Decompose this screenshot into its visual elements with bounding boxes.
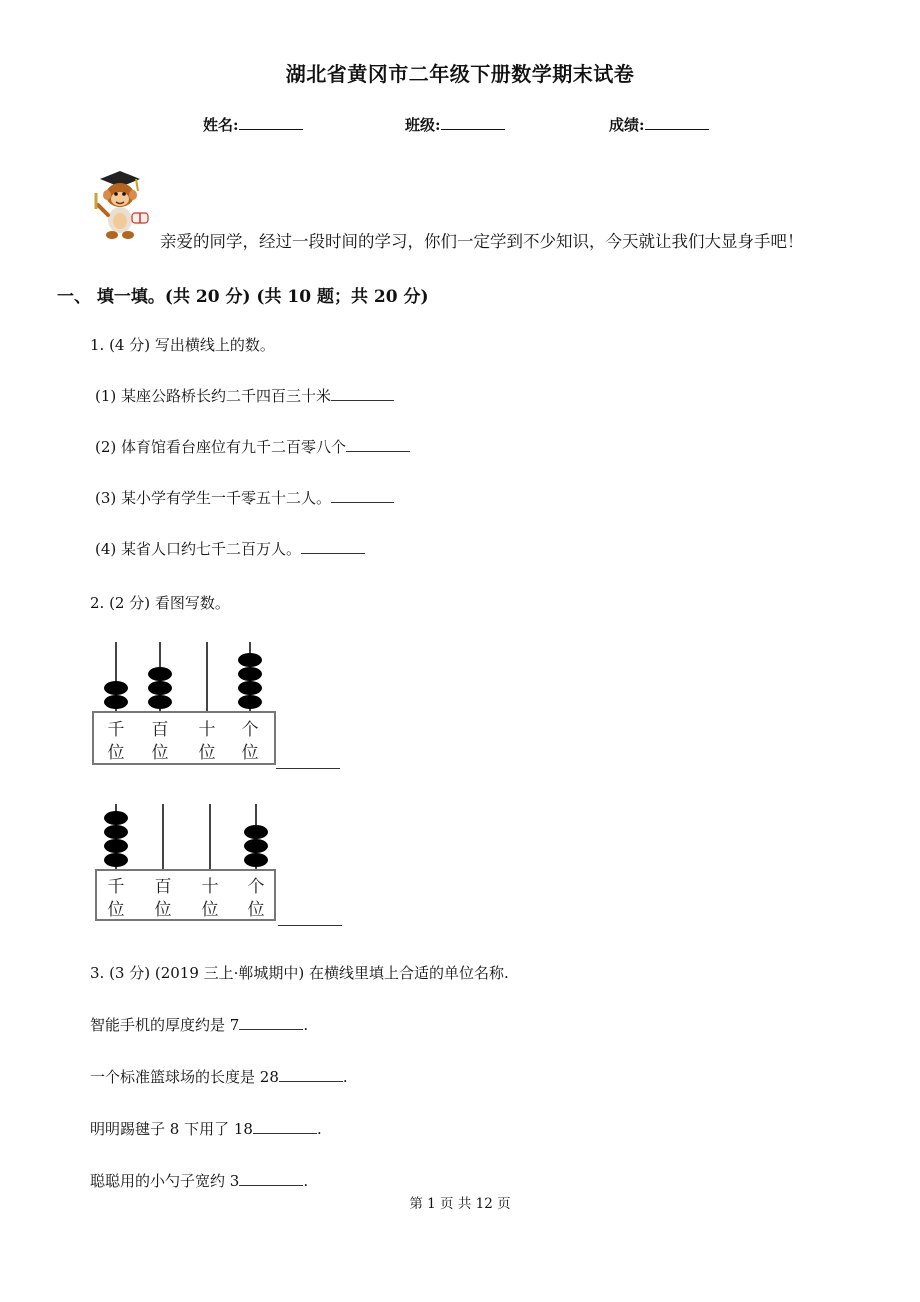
score-field[interactable] <box>609 114 709 135</box>
abacus-bead-ones <box>244 853 268 867</box>
answer-blank[interactable] <box>346 439 410 452</box>
abacus-bead-hundreds <box>148 681 172 695</box>
class-field[interactable] <box>405 114 505 135</box>
abacus-label: 千 <box>107 877 125 897</box>
q2-stem: 2. (2 分) 看图写数。 <box>90 594 230 612</box>
answer-blank[interactable] <box>331 490 394 503</box>
answer-blank[interactable] <box>276 767 340 769</box>
name-label: 姓名: <box>203 116 239 134</box>
abacus-bead-hundreds <box>148 667 172 681</box>
score-label: 成绩: <box>609 116 645 134</box>
q3-item <box>90 1170 308 1191</box>
abacus-label: 个 <box>241 720 259 740</box>
q1-item-text: (3) 某小学有学生一千零五十二人。 <box>95 489 332 507</box>
class-label: 班级: <box>405 116 441 134</box>
q3-item-before: 聪聪用的小勺子宽约 3 <box>90 1172 240 1190</box>
abacus-bead-thousands <box>104 681 128 695</box>
q1-item <box>95 538 365 559</box>
abacus-label: 位 <box>247 900 265 920</box>
abacus-label: 十 <box>198 720 216 740</box>
abacus-bead-thousands <box>104 853 128 867</box>
answer-blank[interactable] <box>239 1173 303 1186</box>
score-blank[interactable] <box>645 115 709 130</box>
answer-blank[interactable] <box>278 924 342 926</box>
abacus-label: 位 <box>107 743 125 763</box>
q3-item <box>90 1066 348 1087</box>
answer-blank[interactable] <box>331 388 394 401</box>
abacus-label: 十 <box>201 877 219 897</box>
greeting-text: 亲爱的同学，经过一段时间的学习，你们一定学到不少知识，今天就让我们大显身手吧！ <box>160 232 804 251</box>
abacus-label: 位 <box>198 743 216 763</box>
abacus-label: 千 <box>107 720 125 740</box>
abacus-bead-ones <box>238 681 262 695</box>
abacus-bead-thousands <box>104 839 128 853</box>
abacus-1 <box>90 638 280 768</box>
abacus-label: 百 <box>151 720 169 740</box>
page-footer: 第 1 页 共 12 页 <box>409 1196 511 1212</box>
section-heading: 一、 填一填。(共 20 分) (共 10 题；共 20 分) <box>57 287 429 307</box>
abacus-label: 个 <box>247 877 265 897</box>
q3-item-before: 一个标准篮球场的长度是 28 <box>90 1068 279 1086</box>
abacus-bead-ones <box>238 653 262 667</box>
q1-item-text: (4) 某省人口约七千二百万人。 <box>95 540 302 558</box>
page-title: 湖北省黄冈市二年级下册数学期末试卷 <box>285 62 635 86</box>
q1-item <box>95 487 394 508</box>
abacus-label: 位 <box>241 743 259 763</box>
abacus-bead-ones <box>244 825 268 839</box>
q3-item <box>90 1118 322 1139</box>
abacus-bead-hundreds <box>148 695 172 709</box>
q3-item-after: . <box>303 1016 309 1034</box>
abacus-bead-thousands <box>104 825 128 839</box>
answer-blank[interactable] <box>253 1121 317 1134</box>
abacus-bead-ones <box>238 667 262 681</box>
q3-item-before: 智能手机的厚度约是 7 <box>90 1016 240 1034</box>
abacus-label: 百 <box>154 877 172 897</box>
q3-item-after: . <box>342 1068 348 1086</box>
q1-item <box>95 385 394 406</box>
answer-blank[interactable] <box>279 1069 343 1082</box>
abacus-label: 位 <box>151 743 169 763</box>
q3-item-after: . <box>316 1120 322 1138</box>
name-field[interactable] <box>203 114 303 135</box>
abacus-2 <box>93 800 283 925</box>
abacus-label: 位 <box>201 900 219 920</box>
q3-item-after: . <box>303 1172 309 1190</box>
q3-item <box>90 1014 308 1035</box>
monkey-mascot-icon <box>88 165 158 245</box>
abacus-label: 位 <box>154 900 172 920</box>
q1-item <box>95 436 410 457</box>
abacus-bead-thousands <box>104 695 128 709</box>
answer-blank[interactable] <box>301 541 365 554</box>
abacus-bead-ones <box>244 839 268 853</box>
abacus-bead-thousands <box>104 811 128 825</box>
q1-item-text: (2) 体育馆看台座位有九千二百零八个 <box>95 438 347 456</box>
abacus-label: 位 <box>107 900 125 920</box>
abacus-bead-ones <box>238 695 262 709</box>
q3-stem: 3. (3 分) (2019 三上·郸城期中) 在横线里填上合适的单位名称. <box>90 964 509 982</box>
q1-item-text: (1) 某座公路桥长约二千四百三十米 <box>95 387 332 405</box>
name-blank[interactable] <box>239 115 303 130</box>
answer-blank[interactable] <box>239 1017 303 1030</box>
q1-stem: 1. (4 分) 写出横线上的数。 <box>90 336 275 354</box>
class-blank[interactable] <box>441 115 505 130</box>
q3-item-before: 明明踢毽子 8 下用了 18 <box>90 1120 253 1138</box>
